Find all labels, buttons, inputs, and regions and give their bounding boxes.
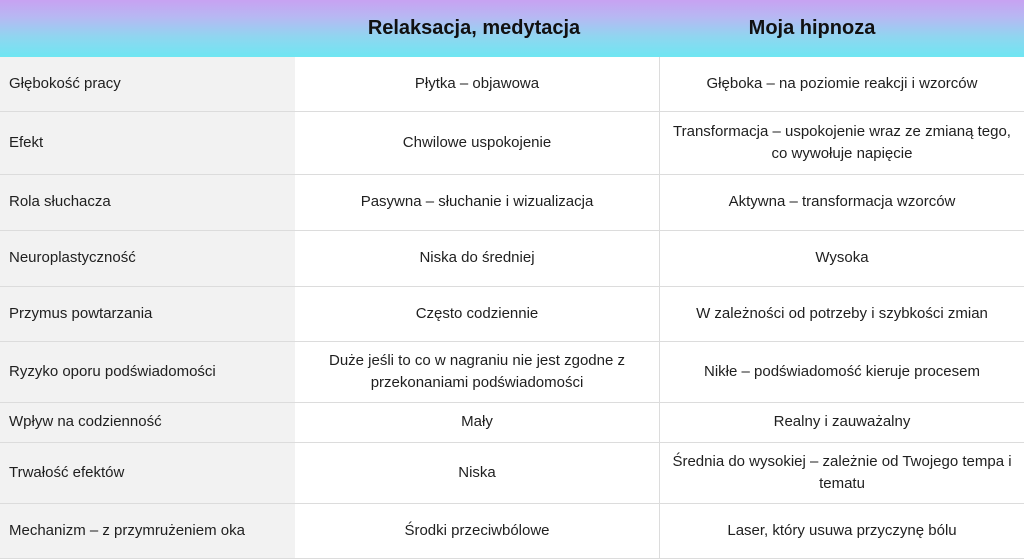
table-header xyxy=(0,0,1024,57)
row-label: Trwałość efektów xyxy=(0,442,295,503)
cell-relaxation: Niska xyxy=(295,442,660,503)
cell-relaxation: Środki przeciwbólowe xyxy=(295,503,660,558)
table-row xyxy=(0,286,1024,341)
table-row xyxy=(0,503,1024,558)
cell-hypnosis: Nikłe – podświadomość kieruje procesem xyxy=(660,341,1024,402)
cell-relaxation: Duże jeśli to co w nagraniu nie jest zgodne z przekonaniami podświadomości xyxy=(295,341,660,402)
row-label: Efekt xyxy=(0,111,295,174)
table-row xyxy=(0,341,1024,402)
row-label: Wpływ na codzienność xyxy=(0,402,295,442)
cell-hypnosis: W zależności od potrzeby i szybkości zmian xyxy=(660,286,1024,341)
table-row xyxy=(0,111,1024,174)
row-label: Rola słuchacza xyxy=(0,174,295,230)
cell-relaxation: Mały xyxy=(295,402,660,442)
table-row xyxy=(0,57,1024,111)
table-row xyxy=(0,230,1024,286)
cell-hypnosis: Laser, który usuwa przyczynę bólu xyxy=(660,503,1024,558)
row-label: Przymus powtarzania xyxy=(0,286,295,341)
cell-hypnosis: Aktywna – transformacja wzorców xyxy=(660,174,1024,230)
cell-hypnosis: Transformacja – uspokojenie wraz ze zmianą tego, co wywołuje napięcie xyxy=(660,111,1024,174)
cell-hypnosis: Wysoka xyxy=(660,230,1024,286)
table-row xyxy=(0,402,1024,442)
comparison-table xyxy=(0,57,1024,559)
cell-relaxation: Płytka – objawowa xyxy=(295,57,660,111)
cell-relaxation: Niska do średniej xyxy=(295,230,660,286)
header-hypnosis: Moja hipnoza xyxy=(656,0,968,57)
row-label: Głębokość pracy xyxy=(0,57,295,111)
row-label: Neuroplastyczność xyxy=(0,230,295,286)
row-label: Mechanizm – z przymrużeniem oka xyxy=(0,503,295,558)
table-row xyxy=(0,442,1024,503)
header-relaxation: Relaksacja, medytacja xyxy=(292,0,656,57)
cell-relaxation: Chwilowe uspokojenie xyxy=(295,111,660,174)
cell-hypnosis: Głęboka – na poziomie reakcji i wzorców xyxy=(660,57,1024,111)
cell-relaxation: Często codziennie xyxy=(295,286,660,341)
cell-hypnosis: Średnia do wysokiej – zależnie od Twojego tempa i tematu xyxy=(660,442,1024,503)
row-label: Ryzyko oporu podświadomości xyxy=(0,341,295,402)
table-row xyxy=(0,174,1024,230)
cell-relaxation: Pasywna – słuchanie i wizualizacja xyxy=(295,174,660,230)
cell-hypnosis: Realny i zauważalny xyxy=(660,402,1024,442)
